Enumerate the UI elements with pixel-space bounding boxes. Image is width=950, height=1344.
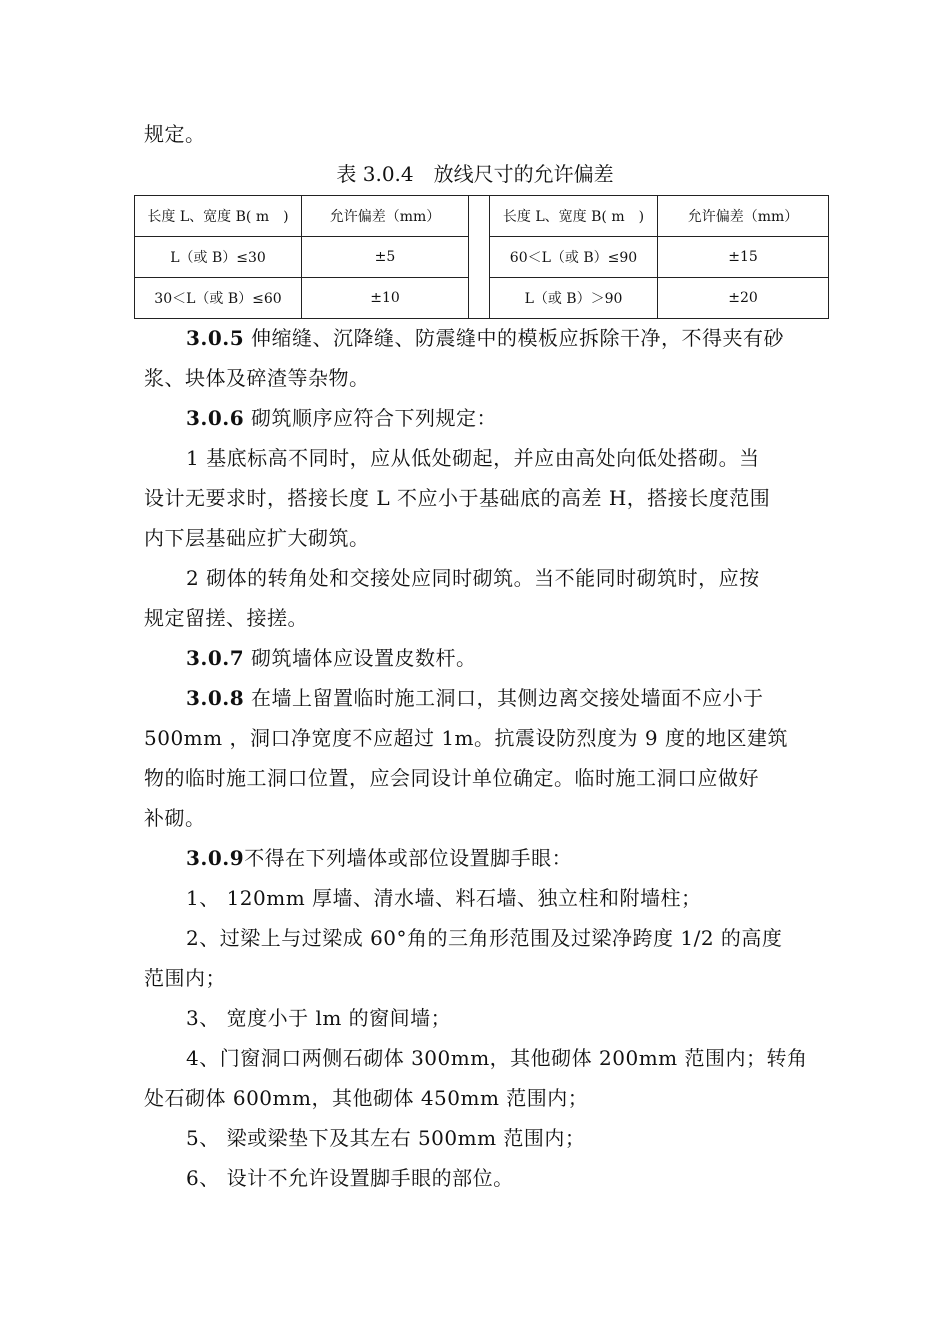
clause-text: 在墙上留置临时施工洞口，其侧边离交接处墙面不应小于 <box>251 686 764 710</box>
clause-3-0-8 <box>186 685 764 711</box>
table-cell: ±10 <box>302 278 469 319</box>
clause-text: 不得在下列墙体或部位设置脚手眼： <box>244 846 573 870</box>
clause-number: 3.0.9 <box>186 846 245 870</box>
table-cell: L（或 B）≤30 <box>135 237 302 278</box>
table-caption: 表 3.0.4 放线尺寸的允许偏差 <box>336 162 614 186</box>
clause-text: 砌筑顺序应符合下列规定： <box>251 406 498 430</box>
clause-3-0-5 <box>186 325 784 351</box>
clause-number: 3.0.6 <box>186 406 245 430</box>
clause-3-0-6 <box>186 405 497 431</box>
list-item-continued: 处石砌体 600mm，其他砌体 450mm 范围内； <box>144 1086 589 1110</box>
table-cell: ±20 <box>658 278 829 319</box>
clause-text: 伸缩缝、沉降缝、防震缝中的模板应拆除干净，不得夹有砂 <box>251 326 785 350</box>
clause-text-continued: 浆、块体及碎渣等杂物。 <box>144 366 370 390</box>
tolerance-table <box>134 195 829 319</box>
clause-3-0-7 <box>186 645 477 671</box>
table-header-cell: 长度 L、宽度 B( m ) <box>490 196 658 237</box>
clause-text-continued: 物的临时施工洞口位置，应会同设计单位确定。临时施工洞口应做好 <box>144 766 759 790</box>
clause-number: 3.0.7 <box>186 646 245 670</box>
table-cell: ±5 <box>302 237 469 278</box>
list-item-continued: 规定留搓、接搓。 <box>144 606 308 630</box>
table-header-row <box>135 196 829 237</box>
list-item-continued: 范围内； <box>144 966 226 990</box>
clause-text-continued: 500mm ，洞口净宽度不应超过 1m。抗震设防烈度为 9 度的地区建筑 <box>144 726 788 750</box>
list-item: 2、过梁上与过梁成 60°角的三角形范围及过梁净跨度 1/2 的高度 <box>186 926 783 950</box>
list-item: 1、 120mm 厚墙、清水墙、料石墙、独立柱和附墙柱； <box>186 886 702 910</box>
clause-text: 砌筑墙体应设置皮数杆。 <box>251 646 477 670</box>
clause-number: 3.0.8 <box>186 686 245 710</box>
list-item: 6、 设计不允许设置脚手眼的部位。 <box>186 1166 514 1190</box>
table-header-cell: 允许偏差（mm） <box>658 196 829 237</box>
table-header-cell: 长度 L、宽度 B( m ) <box>135 196 302 237</box>
table-cell: ±15 <box>658 237 829 278</box>
list-item: 5、 梁或梁垫下及其左右 500mm 范围内； <box>186 1126 586 1150</box>
list-item-continued: 内下层基础应扩大砌筑。 <box>144 526 370 550</box>
table-cell: L（或 B）＞90 <box>490 278 658 319</box>
list-item: 2 砌体的转角处和交接处应同时砌筑。当不能同时砌筑时，应按 <box>186 566 760 590</box>
clause-text-continued: 补砌。 <box>144 806 206 830</box>
table-cell: 30＜L（或 B）≤60 <box>135 278 302 319</box>
table-gap-column <box>469 196 490 319</box>
intro-fragment: 规定。 <box>144 122 206 146</box>
list-item: 1 基底标高不同时，应从低处砌起，并应由高处向低处搭砌。当 <box>186 446 760 470</box>
list-item: 3、 宽度小于 lm 的窗间墙； <box>186 1006 452 1030</box>
clause-number: 3.0.5 <box>186 326 245 350</box>
table-cell: 60＜L（或 B）≤90 <box>490 237 658 278</box>
list-item-continued: 设计无要求时，搭接长度 L 不应小于基础底的高差 H，搭接长度范围 <box>144 486 771 510</box>
clause-3-0-9 <box>186 845 572 871</box>
list-item: 4、门窗洞口两侧石砌体 300mm，其他砌体 200mm 范围内；转角 <box>186 1046 808 1070</box>
table-header-cell: 允许偏差（mm） <box>302 196 469 237</box>
